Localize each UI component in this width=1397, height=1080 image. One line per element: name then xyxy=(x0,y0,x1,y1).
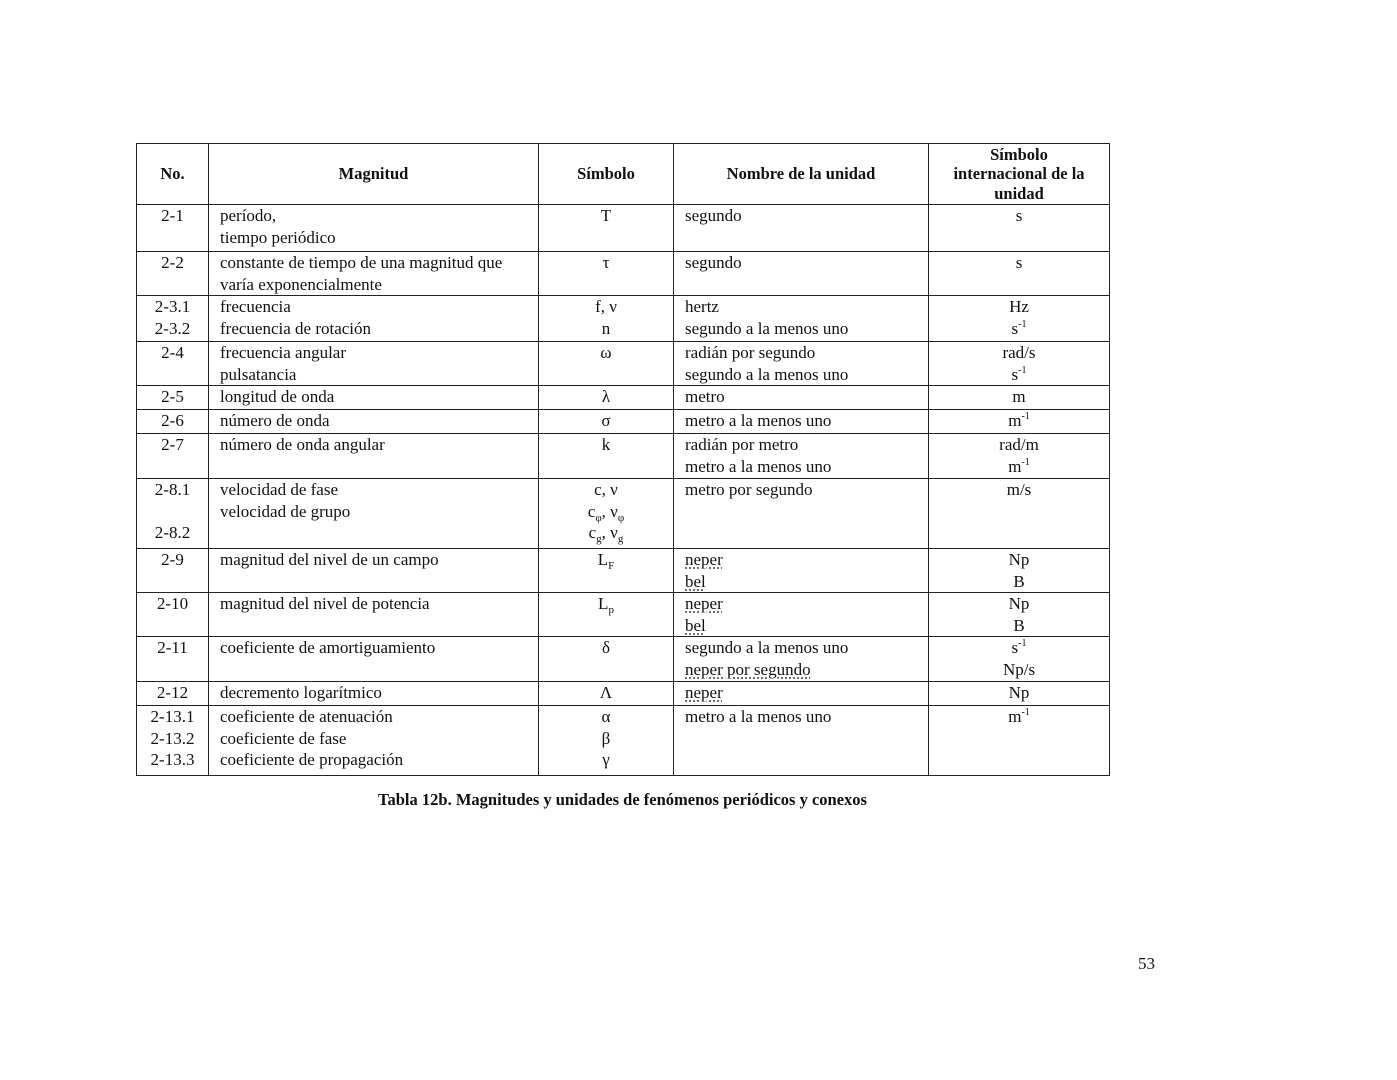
si-symbol-text: Np/s xyxy=(1002,659,1036,679)
unit-line: metro xyxy=(685,387,725,406)
symbol-line xyxy=(539,682,673,704)
spellcheck-underline: bel xyxy=(685,571,706,591)
magnitude-line: frecuencia de rotación xyxy=(220,318,372,338)
table-row xyxy=(137,205,1110,252)
symbol-text: ω xyxy=(600,343,612,362)
magnitude-line: frecuencia xyxy=(220,297,291,316)
magnitude-name xyxy=(209,342,539,386)
magnitude-name xyxy=(209,479,539,549)
magnitude-line: velocidad de fase xyxy=(220,480,338,499)
unit-line: metro a la menos uno xyxy=(685,707,832,726)
si-unit-symbol xyxy=(929,410,1110,434)
magnitude-line: decremento logarítmico xyxy=(220,683,382,702)
header-simbolo: Símbolo xyxy=(539,144,674,205)
si-exponent: -1 xyxy=(1021,411,1030,422)
symbol-text: T xyxy=(600,206,612,225)
unit-name xyxy=(674,479,929,549)
unit-name xyxy=(674,205,929,252)
si-symbol-text: s xyxy=(1015,253,1023,272)
unit-name xyxy=(674,410,929,434)
symbol-line xyxy=(539,252,673,274)
table-row xyxy=(137,706,1110,776)
si-symbol-line xyxy=(929,456,1109,478)
si-symbol-line xyxy=(929,386,1109,408)
header-si-line: unidad xyxy=(994,183,1044,203)
row-number-line: 2-13.1 xyxy=(150,707,195,726)
si-exponent: -1 xyxy=(1021,456,1030,468)
row-number xyxy=(137,252,209,296)
unit-line: segundo xyxy=(685,206,742,225)
unit-line xyxy=(685,571,928,593)
row-number-line: 2-11 xyxy=(157,638,188,657)
si-unit-symbol xyxy=(929,205,1110,252)
magnitude-name xyxy=(209,296,539,342)
si-symbol-line xyxy=(929,659,1109,681)
symbol-text: L xyxy=(597,550,609,569)
unit-name xyxy=(674,252,929,296)
si-symbol-line xyxy=(929,682,1109,704)
magnitude-name xyxy=(209,706,539,776)
magnitude-line: constante de tiempo de una magnitud que xyxy=(220,253,503,272)
symbol-text: , ν xyxy=(601,501,618,521)
table-row xyxy=(137,434,1110,479)
unit-name xyxy=(674,637,929,682)
symbol-line xyxy=(539,410,673,432)
unit-line: segundo a la menos uno xyxy=(685,638,849,657)
row-number-line: 2-3.2 xyxy=(154,318,191,338)
row-number xyxy=(137,205,209,252)
si-symbol-text: B xyxy=(1013,615,1025,635)
si-unit-symbol xyxy=(929,479,1110,549)
header-row xyxy=(137,144,1110,205)
unit-line: metro a la menos uno xyxy=(685,411,832,430)
quantity-symbol xyxy=(539,434,674,479)
magnitude-name xyxy=(209,682,539,706)
row-number-line: 2-8.2 xyxy=(154,523,191,542)
magnitude-line: período, xyxy=(220,206,277,225)
si-unit-symbol xyxy=(929,637,1110,682)
si-symbol-text: m xyxy=(1008,411,1022,430)
unit-name xyxy=(674,296,929,342)
quantity-symbol xyxy=(539,479,674,549)
magnitude-name xyxy=(209,252,539,296)
magnitude-line: magnitud del nivel de un campo xyxy=(220,550,439,569)
symbol-text: α xyxy=(601,707,611,726)
symbol-text: c, ν xyxy=(594,480,618,499)
symbol-text: f, ν xyxy=(595,297,617,316)
symbol-text: σ xyxy=(601,411,611,430)
magnitude-line: longitud de onda xyxy=(220,387,335,406)
spellcheck-underline: bel xyxy=(685,615,706,635)
magnitude-line: coeficiente de atenuación xyxy=(220,707,393,726)
table-row xyxy=(137,479,1110,549)
symbol-line xyxy=(539,501,673,523)
row-number-line: 2-6 xyxy=(161,411,184,430)
magnitude-line: coeficiente de amortiguamiento xyxy=(220,638,436,657)
symbol-line xyxy=(539,522,673,544)
unit-line xyxy=(685,659,928,681)
unit-line: segundo a la menos uno xyxy=(685,318,849,338)
si-symbol-text: s xyxy=(1011,638,1019,657)
si-symbol-line xyxy=(929,342,1109,364)
magnitude-line: varía exponencialmente xyxy=(220,274,382,294)
si-unit-symbol xyxy=(929,252,1110,296)
si-symbol-line xyxy=(929,637,1109,659)
table-row xyxy=(137,296,1110,342)
row-number-line: 2-13.3 xyxy=(150,750,195,769)
magnitude-line: número de onda angular xyxy=(220,435,385,454)
unit-line: radián por metro xyxy=(685,435,799,454)
row-number-line: 2-12 xyxy=(156,683,189,702)
unit-line: metro por segundo xyxy=(685,480,813,499)
symbol-text: n xyxy=(601,318,611,338)
si-symbol-text: m xyxy=(1008,707,1022,726)
magnitude-name xyxy=(209,549,539,593)
si-symbol-text: Np xyxy=(1008,594,1030,613)
row-number-line: 2-8.1 xyxy=(154,480,191,499)
si-symbol-line xyxy=(929,296,1109,318)
magnitude-line: tiempo periódico xyxy=(220,227,336,247)
symbol-line xyxy=(539,386,673,408)
unit-line: metro a la menos uno xyxy=(685,456,832,476)
quantity-symbol xyxy=(539,706,674,776)
magnitude-name xyxy=(209,593,539,637)
si-symbol-text: s xyxy=(1015,206,1023,225)
magnitude-name xyxy=(209,386,539,410)
symbol-line xyxy=(539,706,673,728)
row-number-line: 2-10 xyxy=(156,594,189,613)
symbol-line xyxy=(539,593,673,615)
unit-name xyxy=(674,434,929,479)
si-symbol-text: s xyxy=(1011,364,1019,384)
row-number xyxy=(137,410,209,434)
header-magnitud: Magnitud xyxy=(209,144,539,205)
row-number xyxy=(137,706,209,776)
unit-name xyxy=(674,682,929,706)
si-symbol-line xyxy=(929,593,1109,615)
si-symbol-line xyxy=(929,571,1109,593)
symbol-line xyxy=(539,434,673,456)
symbol-text: k xyxy=(601,435,611,454)
unit-line xyxy=(685,615,928,637)
quantity-symbol xyxy=(539,593,674,637)
si-exponent: -1 xyxy=(1018,638,1027,649)
symbol-text: β xyxy=(601,728,611,748)
si-symbol-text: rad/s xyxy=(1002,343,1036,362)
si-symbol-line xyxy=(929,205,1109,227)
row-number xyxy=(137,296,209,342)
symbol-subscript: p xyxy=(608,604,614,616)
si-symbol-text: m/s xyxy=(1006,480,1032,499)
unit-line: radián por segundo xyxy=(685,343,816,362)
si-symbol-line xyxy=(929,318,1109,340)
row-number xyxy=(137,637,209,682)
row-number xyxy=(137,434,209,479)
magnitude-name xyxy=(209,410,539,434)
si-unit-symbol xyxy=(929,682,1110,706)
symbol-line xyxy=(539,749,673,771)
quantity-symbol xyxy=(539,205,674,252)
header-no: No. xyxy=(137,144,209,205)
row-number-line: 2-5 xyxy=(161,387,184,406)
table-caption: Tabla 12b. Magnitudes y unidades de fenómenos periódicos y conexos xyxy=(378,790,867,809)
table-row xyxy=(137,252,1110,296)
si-unit-symbol xyxy=(929,549,1110,593)
row-number-line: 2-3.1 xyxy=(154,297,191,316)
row-number-line: 2-4 xyxy=(161,343,184,362)
header-si-line: internacional de la xyxy=(953,164,1085,184)
table-row xyxy=(137,386,1110,410)
si-unit-symbol xyxy=(929,342,1110,386)
si-unit-symbol xyxy=(929,706,1110,776)
table-row xyxy=(137,549,1110,593)
quantity-symbol xyxy=(539,252,674,296)
si-symbol-line xyxy=(929,410,1109,432)
symbol-subscript: g xyxy=(596,533,602,545)
quantity-symbol xyxy=(539,682,674,706)
header-unidad: Nombre de la unidad xyxy=(674,144,929,205)
header-si-line: Símbolo xyxy=(990,144,1048,164)
unit-name xyxy=(674,593,929,637)
row-number xyxy=(137,682,209,706)
symbol-text: , ν xyxy=(601,523,618,542)
symbol-line xyxy=(539,296,673,318)
symbol-subscript: F xyxy=(608,560,615,572)
unit-line: segundo xyxy=(685,253,742,272)
magnitude-line: magnitud del nivel de potencia xyxy=(220,594,430,613)
symbol-line xyxy=(539,728,673,750)
si-symbol-line xyxy=(929,252,1109,274)
si-symbol-text: Hz xyxy=(1009,297,1029,316)
quantity-symbol xyxy=(539,410,674,434)
si-symbol-line xyxy=(929,706,1109,728)
spellcheck-underline: neper xyxy=(685,550,723,569)
si-symbol-line xyxy=(929,364,1109,386)
si-symbol-text: m xyxy=(1008,456,1022,476)
si-symbol-text: B xyxy=(1013,571,1025,591)
table-row xyxy=(137,410,1110,434)
row-number-line: 2-7 xyxy=(161,435,184,454)
quantity-symbol xyxy=(539,342,674,386)
symbol-text: L xyxy=(598,594,609,613)
row-number xyxy=(137,549,209,593)
si-exponent: -1 xyxy=(1018,364,1027,376)
unit-name xyxy=(674,549,929,593)
si-exponent: -1 xyxy=(1021,707,1030,718)
row-number-line: 2-13.2 xyxy=(150,728,195,748)
row-number-line: 2-2 xyxy=(161,253,184,272)
si-symbol-line xyxy=(929,479,1109,501)
si-symbol-text: m xyxy=(1012,387,1026,406)
table-row xyxy=(137,637,1110,682)
quantity-symbol xyxy=(539,296,674,342)
row-number xyxy=(137,342,209,386)
si-unit-symbol xyxy=(929,296,1110,342)
unit-line xyxy=(685,682,928,704)
si-symbol-text: s xyxy=(1011,318,1019,338)
symbol-line xyxy=(539,318,673,340)
unit-line: segundo a la menos uno xyxy=(685,364,849,384)
page-number: 53 xyxy=(1138,954,1155,973)
magnitude-name xyxy=(209,637,539,682)
unit-line xyxy=(685,549,928,571)
row-number xyxy=(137,593,209,637)
spellcheck-underline: neper xyxy=(685,594,723,613)
si-unit-symbol xyxy=(929,386,1110,410)
si-symbol-line xyxy=(929,434,1109,456)
row-number-line xyxy=(137,501,208,523)
si-symbol-text: Np xyxy=(1008,683,1030,702)
table-row xyxy=(137,593,1110,637)
si-exponent: -1 xyxy=(1018,318,1027,330)
magnitude-name xyxy=(209,434,539,479)
symbol-line xyxy=(539,637,673,659)
table-row xyxy=(137,342,1110,386)
symbol-text: δ xyxy=(601,638,610,657)
si-symbol-line xyxy=(929,615,1109,637)
unit-name xyxy=(674,706,929,776)
symbol-line xyxy=(539,205,673,227)
row-number xyxy=(137,386,209,410)
symbol-line xyxy=(539,549,673,571)
magnitude-name xyxy=(209,205,539,252)
quantity-symbol xyxy=(539,386,674,410)
symbol-text: c xyxy=(588,523,597,542)
unit-name xyxy=(674,342,929,386)
spellcheck-underline: neper por segundo xyxy=(685,659,811,679)
table-row xyxy=(137,682,1110,706)
symbol-text: Λ xyxy=(599,683,613,702)
row-number-line: 2-9 xyxy=(161,550,184,569)
si-symbol-text: rad/m xyxy=(999,435,1039,454)
si-unit-symbol xyxy=(929,593,1110,637)
magnitude-line: número de onda xyxy=(220,411,330,430)
si-symbol-text: Np xyxy=(1008,550,1030,569)
symbol-text: λ xyxy=(601,387,611,406)
symbol-subscript: g xyxy=(617,533,624,545)
unit-line: hertz xyxy=(685,297,719,316)
symbol-text: c xyxy=(587,501,596,521)
magnitude-line: coeficiente de propagación xyxy=(220,750,404,769)
magnitude-line: frecuencia angular xyxy=(220,343,346,362)
si-unit-symbol xyxy=(929,434,1110,479)
row-number xyxy=(137,479,209,549)
unit-name xyxy=(674,386,929,410)
si-symbol-line xyxy=(929,549,1109,571)
symbol-subscript: φ xyxy=(617,511,625,524)
quantity-symbol xyxy=(539,549,674,593)
symbol-text: γ xyxy=(602,750,610,769)
unit-line xyxy=(685,593,928,615)
magnitude-line: coeficiente de fase xyxy=(220,728,347,748)
row-number-line: 2-1 xyxy=(161,206,184,225)
symbol-line xyxy=(539,342,673,364)
units-table xyxy=(136,143,1110,776)
quantity-symbol xyxy=(539,637,674,682)
table-body xyxy=(137,205,1110,776)
header-si-symbol xyxy=(929,144,1110,205)
symbol-text: τ xyxy=(602,253,610,272)
magnitude-line: velocidad de grupo xyxy=(220,501,351,521)
magnitude-line: pulsatancia xyxy=(220,364,297,384)
symbol-line xyxy=(539,479,673,501)
symbol-subscript: φ xyxy=(595,511,602,524)
spellcheck-underline: neper xyxy=(685,683,723,702)
